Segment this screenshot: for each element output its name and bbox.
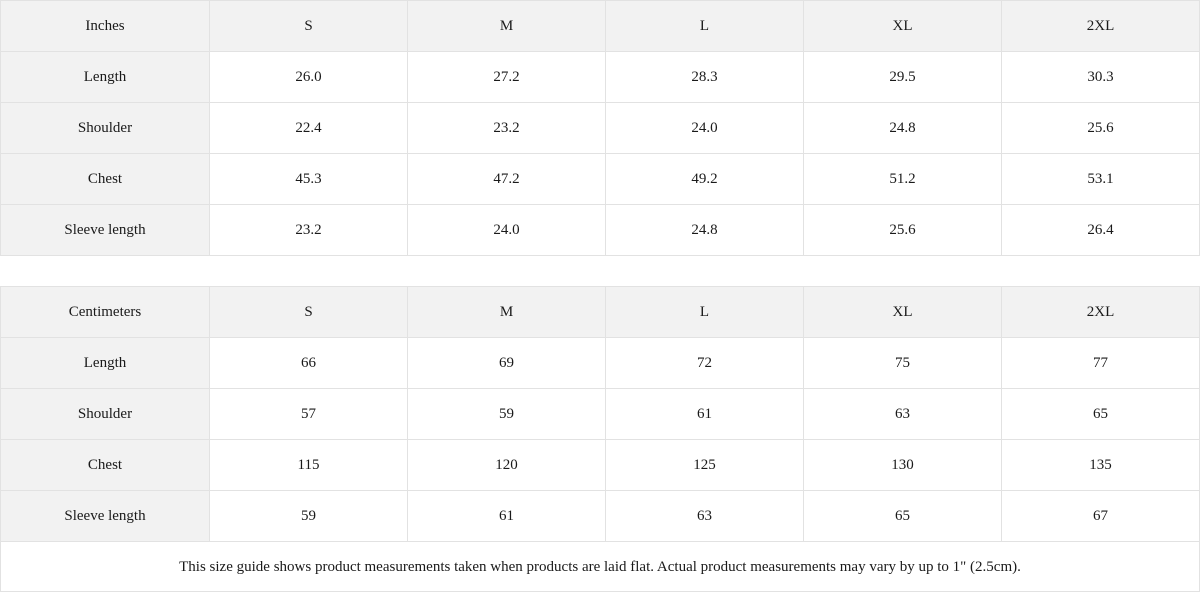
table-row (1, 154, 1200, 205)
cell-sleeve-xl: 25.6 (804, 205, 1002, 256)
cell-chest-m: 120 (408, 440, 606, 491)
table-row (1, 389, 1200, 440)
cell-sleeve-xl: 65 (804, 491, 1002, 542)
cell-shoulder-xl: 63 (804, 389, 1002, 440)
cell-chest-s: 115 (210, 440, 408, 491)
column-header-xl: XL (804, 287, 1002, 338)
cell-shoulder-m: 23.2 (408, 103, 606, 154)
unit-label-centimeters: Centimeters (1, 287, 210, 338)
row-label-chest: Chest (1, 440, 210, 491)
cell-length-m: 69 (408, 338, 606, 389)
row-label-length: Length (1, 338, 210, 389)
table-header-row (1, 287, 1200, 338)
cell-chest-m: 47.2 (408, 154, 606, 205)
cell-chest-2xl: 53.1 (1002, 154, 1200, 205)
size-table-centimeters (0, 286, 1200, 542)
column-header-2xl: 2XL (1002, 1, 1200, 52)
table-header-row (1, 1, 1200, 52)
cell-length-s: 26.0 (210, 52, 408, 103)
table-row (1, 338, 1200, 389)
table-row (1, 52, 1200, 103)
cell-chest-xl: 130 (804, 440, 1002, 491)
cell-length-l: 72 (606, 338, 804, 389)
cell-length-xl: 75 (804, 338, 1002, 389)
row-label-shoulder: Shoulder (1, 103, 210, 154)
cell-shoulder-2xl: 25.6 (1002, 103, 1200, 154)
row-label-chest: Chest (1, 154, 210, 205)
row-label-shoulder: Shoulder (1, 389, 210, 440)
cell-sleeve-s: 23.2 (210, 205, 408, 256)
cell-sleeve-s: 59 (210, 491, 408, 542)
cell-length-s: 66 (210, 338, 408, 389)
column-header-m: M (408, 1, 606, 52)
table-row (1, 205, 1200, 256)
size-guide-footnote: This size guide shows product measurements taken when products are laid flat. Actual product measurements may vary by up to 1" (2.5cm). (0, 542, 1200, 592)
cell-length-l: 28.3 (606, 52, 804, 103)
cell-shoulder-s: 22.4 (210, 103, 408, 154)
cell-sleeve-2xl: 67 (1002, 491, 1200, 542)
cell-sleeve-l: 63 (606, 491, 804, 542)
cell-chest-l: 49.2 (606, 154, 804, 205)
cell-length-m: 27.2 (408, 52, 606, 103)
column-header-l: L (606, 1, 804, 52)
table-row (1, 491, 1200, 542)
cell-shoulder-2xl: 65 (1002, 389, 1200, 440)
table-separator (0, 256, 1200, 286)
table-row (1, 103, 1200, 154)
cell-chest-l: 125 (606, 440, 804, 491)
column-header-s: S (210, 1, 408, 52)
cell-shoulder-l: 61 (606, 389, 804, 440)
unit-label-inches: Inches (1, 1, 210, 52)
column-header-2xl: 2XL (1002, 287, 1200, 338)
cell-shoulder-l: 24.0 (606, 103, 804, 154)
cell-sleeve-2xl: 26.4 (1002, 205, 1200, 256)
column-header-m: M (408, 287, 606, 338)
cell-sleeve-m: 24.0 (408, 205, 606, 256)
column-header-l: L (606, 287, 804, 338)
cell-chest-s: 45.3 (210, 154, 408, 205)
cell-length-2xl: 30.3 (1002, 52, 1200, 103)
cell-length-xl: 29.5 (804, 52, 1002, 103)
column-header-xl: XL (804, 1, 1002, 52)
table-row (1, 440, 1200, 491)
cell-length-2xl: 77 (1002, 338, 1200, 389)
cell-shoulder-xl: 24.8 (804, 103, 1002, 154)
row-label-sleeve-length: Sleeve length (1, 491, 210, 542)
cell-chest-2xl: 135 (1002, 440, 1200, 491)
row-label-sleeve-length: Sleeve length (1, 205, 210, 256)
column-header-s: S (210, 287, 408, 338)
cell-chest-xl: 51.2 (804, 154, 1002, 205)
cell-shoulder-m: 59 (408, 389, 606, 440)
cell-sleeve-m: 61 (408, 491, 606, 542)
cell-sleeve-l: 24.8 (606, 205, 804, 256)
cell-shoulder-s: 57 (210, 389, 408, 440)
size-table-inches (0, 0, 1200, 256)
row-label-length: Length (1, 52, 210, 103)
